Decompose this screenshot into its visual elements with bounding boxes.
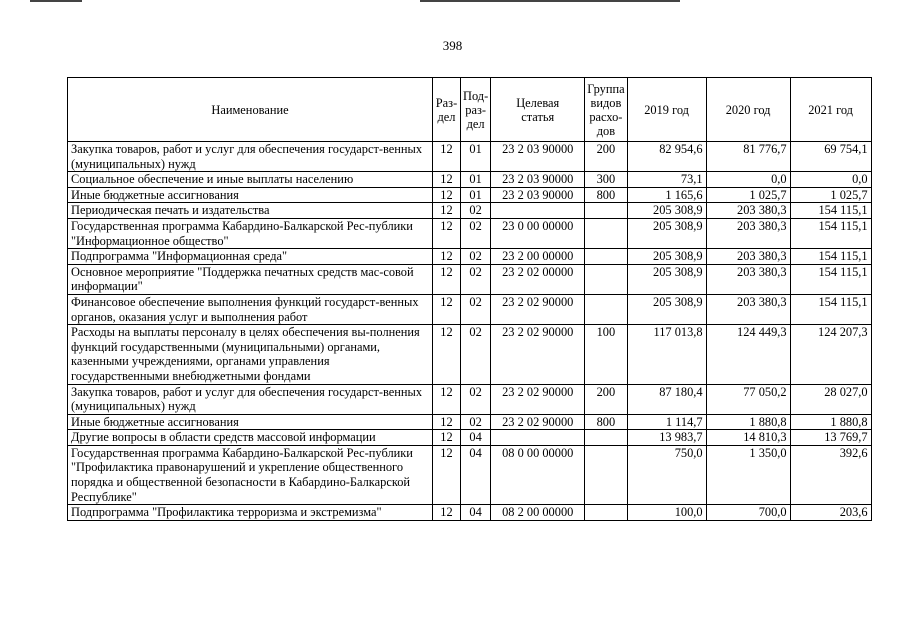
row-2020: 203 380,3 bbox=[706, 203, 790, 219]
header-name: Наименование bbox=[68, 78, 433, 142]
row-subsection: 02 bbox=[461, 384, 491, 414]
row-expense-group: 200 bbox=[585, 142, 627, 172]
row-subsection: 04 bbox=[461, 445, 491, 504]
row-section: 12 bbox=[433, 505, 461, 521]
header-line: дов bbox=[596, 123, 616, 138]
row-name: Социальное обеспечение и иные выплаты населению bbox=[68, 172, 433, 188]
row-2020: 77 050,2 bbox=[706, 384, 790, 414]
row-expense-group: 800 bbox=[585, 187, 627, 203]
row-name: Финансовое обеспечение выполнения функций государст-венных органов, оказания услуг и выполнения работ bbox=[68, 294, 433, 324]
row-expense-group: 300 bbox=[585, 172, 627, 188]
row-2021: 203,6 bbox=[790, 505, 871, 521]
table-row bbox=[68, 172, 872, 188]
row-name: Иные бюджетные ассигнования bbox=[68, 414, 433, 430]
row-target: 23 2 03 90000 bbox=[491, 172, 585, 188]
row-expense-group: 100 bbox=[585, 325, 627, 384]
table-row bbox=[68, 218, 872, 248]
table-body bbox=[68, 142, 872, 521]
row-target: 08 0 00 00000 bbox=[491, 445, 585, 504]
row-2019: 73,1 bbox=[627, 172, 706, 188]
row-2019: 82 954,6 bbox=[627, 142, 706, 172]
header-line: Группа bbox=[587, 81, 625, 96]
row-2020: 203 380,3 bbox=[706, 218, 790, 248]
budget-table bbox=[67, 77, 872, 521]
row-target: 23 2 02 90000 bbox=[491, 414, 585, 430]
row-name: Другие вопросы в области средств массовой информации bbox=[68, 430, 433, 446]
row-expense-group bbox=[585, 430, 627, 446]
row-section: 12 bbox=[433, 294, 461, 324]
table-row bbox=[68, 249, 872, 265]
row-2020: 81 776,7 bbox=[706, 142, 790, 172]
row-name: Государственная программа Кабардино-Балкарской Рес-публики "Профилактика правонарушений и укрепление общественного порядка и общественной безопасности в Кабардино-Балкарской Республике" bbox=[68, 445, 433, 504]
table-row bbox=[68, 384, 872, 414]
header-line: расхо- bbox=[589, 109, 623, 124]
row-2020: 14 810,3 bbox=[706, 430, 790, 446]
row-2019: 205 308,9 bbox=[627, 218, 706, 248]
row-name: Государственная программа Кабардино-Балкарской Рес-публики "Информационное общество" bbox=[68, 218, 433, 248]
row-section: 12 bbox=[433, 172, 461, 188]
header-section bbox=[433, 78, 461, 142]
table-row bbox=[68, 325, 872, 384]
row-2019: 205 308,9 bbox=[627, 249, 706, 265]
row-section: 12 bbox=[433, 430, 461, 446]
header-line: Раз- bbox=[435, 95, 458, 110]
header-line: видов bbox=[590, 95, 622, 110]
row-2020: 203 380,3 bbox=[706, 294, 790, 324]
table-row bbox=[68, 430, 872, 446]
row-2020: 0,0 bbox=[706, 172, 790, 188]
row-2020: 1 880,8 bbox=[706, 414, 790, 430]
row-section: 12 bbox=[433, 264, 461, 294]
header-subsection bbox=[461, 78, 491, 142]
top-scan-marks bbox=[0, 0, 905, 8]
row-2019: 87 180,4 bbox=[627, 384, 706, 414]
row-expense-group bbox=[585, 264, 627, 294]
row-2020: 700,0 bbox=[706, 505, 790, 521]
row-target: 23 2 00 00000 bbox=[491, 249, 585, 265]
table-row bbox=[68, 142, 872, 172]
row-name: Закупка товаров, работ и услуг для обеспечения государст-венных (муниципальных) нужд bbox=[68, 384, 433, 414]
row-2021: 154 115,1 bbox=[790, 294, 871, 324]
table-row bbox=[68, 187, 872, 203]
table-row bbox=[68, 505, 872, 521]
row-name: Периодическая печать и издательства bbox=[68, 203, 433, 219]
row-2021: 154 115,1 bbox=[790, 249, 871, 265]
page-number: 398 bbox=[442, 38, 463, 53]
row-target: 23 2 02 90000 bbox=[491, 384, 585, 414]
row-section: 12 bbox=[433, 249, 461, 265]
row-2019: 750,0 bbox=[627, 445, 706, 504]
table-row bbox=[68, 294, 872, 324]
header-expense-group-lines bbox=[587, 82, 624, 138]
row-expense-group bbox=[585, 294, 627, 324]
row-2021: 1 880,8 bbox=[790, 414, 871, 430]
row-subsection: 01 bbox=[461, 187, 491, 203]
row-2021: 69 754,1 bbox=[790, 142, 871, 172]
row-section: 12 bbox=[433, 218, 461, 248]
row-2019: 1 114,7 bbox=[627, 414, 706, 430]
row-2021: 392,6 bbox=[790, 445, 871, 504]
row-target: 23 0 00 00000 bbox=[491, 218, 585, 248]
row-section: 12 bbox=[433, 203, 461, 219]
row-target: 23 2 02 90000 bbox=[491, 325, 585, 384]
row-2021: 1 025,7 bbox=[790, 187, 871, 203]
row-name: Иные бюджетные ассигнования bbox=[68, 187, 433, 203]
header-line: дел bbox=[437, 109, 456, 124]
row-expense-group: 200 bbox=[585, 384, 627, 414]
row-section: 12 bbox=[433, 187, 461, 203]
header-line: раз- bbox=[465, 102, 486, 117]
row-2019: 205 308,9 bbox=[627, 203, 706, 219]
row-subsection: 02 bbox=[461, 294, 491, 324]
row-target: 23 2 03 90000 bbox=[491, 142, 585, 172]
row-subsection: 02 bbox=[461, 218, 491, 248]
header-subsection-lines bbox=[463, 89, 488, 131]
row-name: Подпрограмма "Профилактика терроризма и экстремизма" bbox=[68, 505, 433, 521]
row-name: Закупка товаров, работ и услуг для обеспечения государст-венных (муниципальных) нужд bbox=[68, 142, 433, 172]
row-2021: 0,0 bbox=[790, 172, 871, 188]
header-line: статья bbox=[521, 109, 555, 124]
row-name: Подпрограмма "Информационная среда" bbox=[68, 249, 433, 265]
header-expense-group bbox=[585, 78, 627, 142]
row-target: 23 2 02 00000 bbox=[491, 264, 585, 294]
header-2020: 2020 год bbox=[706, 78, 790, 142]
row-2020: 203 380,3 bbox=[706, 264, 790, 294]
row-2021: 28 027,0 bbox=[790, 384, 871, 414]
table-header-row bbox=[68, 78, 872, 142]
row-2020: 124 449,3 bbox=[706, 325, 790, 384]
row-2021: 124 207,3 bbox=[790, 325, 871, 384]
table-row bbox=[68, 414, 872, 430]
row-expense-group bbox=[585, 249, 627, 265]
row-target: 23 2 03 90000 bbox=[491, 187, 585, 203]
row-subsection: 01 bbox=[461, 142, 491, 172]
row-2021: 154 115,1 bbox=[790, 264, 871, 294]
header-2021: 2021 год bbox=[790, 78, 871, 142]
header-target bbox=[491, 78, 585, 142]
header-section-lines bbox=[435, 96, 458, 124]
row-target bbox=[491, 430, 585, 446]
row-subsection: 02 bbox=[461, 414, 491, 430]
row-target: 08 2 00 00000 bbox=[491, 505, 585, 521]
row-subsection: 02 bbox=[461, 325, 491, 384]
row-2019: 205 308,9 bbox=[627, 294, 706, 324]
row-expense-group bbox=[585, 505, 627, 521]
row-subsection: 02 bbox=[461, 249, 491, 265]
row-2021: 13 769,7 bbox=[790, 430, 871, 446]
header-target-lines bbox=[493, 96, 582, 124]
header-line: Целевая bbox=[516, 95, 560, 110]
row-section: 12 bbox=[433, 325, 461, 384]
row-target: 23 2 02 90000 bbox=[491, 294, 585, 324]
row-2019: 100,0 bbox=[627, 505, 706, 521]
header-line: Под- bbox=[463, 88, 489, 103]
row-subsection: 02 bbox=[461, 264, 491, 294]
row-expense-group bbox=[585, 203, 627, 219]
row-section: 12 bbox=[433, 142, 461, 172]
row-subsection: 02 bbox=[461, 203, 491, 219]
table-row bbox=[68, 445, 872, 504]
row-2019: 117 013,8 bbox=[627, 325, 706, 384]
row-subsection: 04 bbox=[461, 505, 491, 521]
row-2019: 1 165,6 bbox=[627, 187, 706, 203]
row-2021: 154 115,1 bbox=[790, 203, 871, 219]
header-line: дел bbox=[466, 116, 485, 131]
row-expense-group: 800 bbox=[585, 414, 627, 430]
row-target bbox=[491, 203, 585, 219]
row-subsection: 04 bbox=[461, 430, 491, 446]
row-section: 12 bbox=[433, 445, 461, 504]
row-name: Расходы на выплаты персоналу в целях обеспечения вы-полнения функций государственными (муниципальными) органами, казенными учреждениями, органами управления государственными внебюджетными фондами bbox=[68, 325, 433, 384]
row-section: 12 bbox=[433, 384, 461, 414]
row-name: Основное мероприятие "Поддержка печатных средств мас-совой информации" bbox=[68, 264, 433, 294]
table-row bbox=[68, 203, 872, 219]
row-expense-group bbox=[585, 218, 627, 248]
row-expense-group bbox=[585, 445, 627, 504]
row-section: 12 bbox=[433, 414, 461, 430]
row-2021: 154 115,1 bbox=[790, 218, 871, 248]
row-2020: 203 380,3 bbox=[706, 249, 790, 265]
row-2019: 205 308,9 bbox=[627, 264, 706, 294]
row-2020: 1 025,7 bbox=[706, 187, 790, 203]
row-subsection: 01 bbox=[461, 172, 491, 188]
row-2020: 1 350,0 bbox=[706, 445, 790, 504]
row-2019: 13 983,7 bbox=[627, 430, 706, 446]
table-row bbox=[68, 264, 872, 294]
header-2019: 2019 год bbox=[627, 78, 706, 142]
